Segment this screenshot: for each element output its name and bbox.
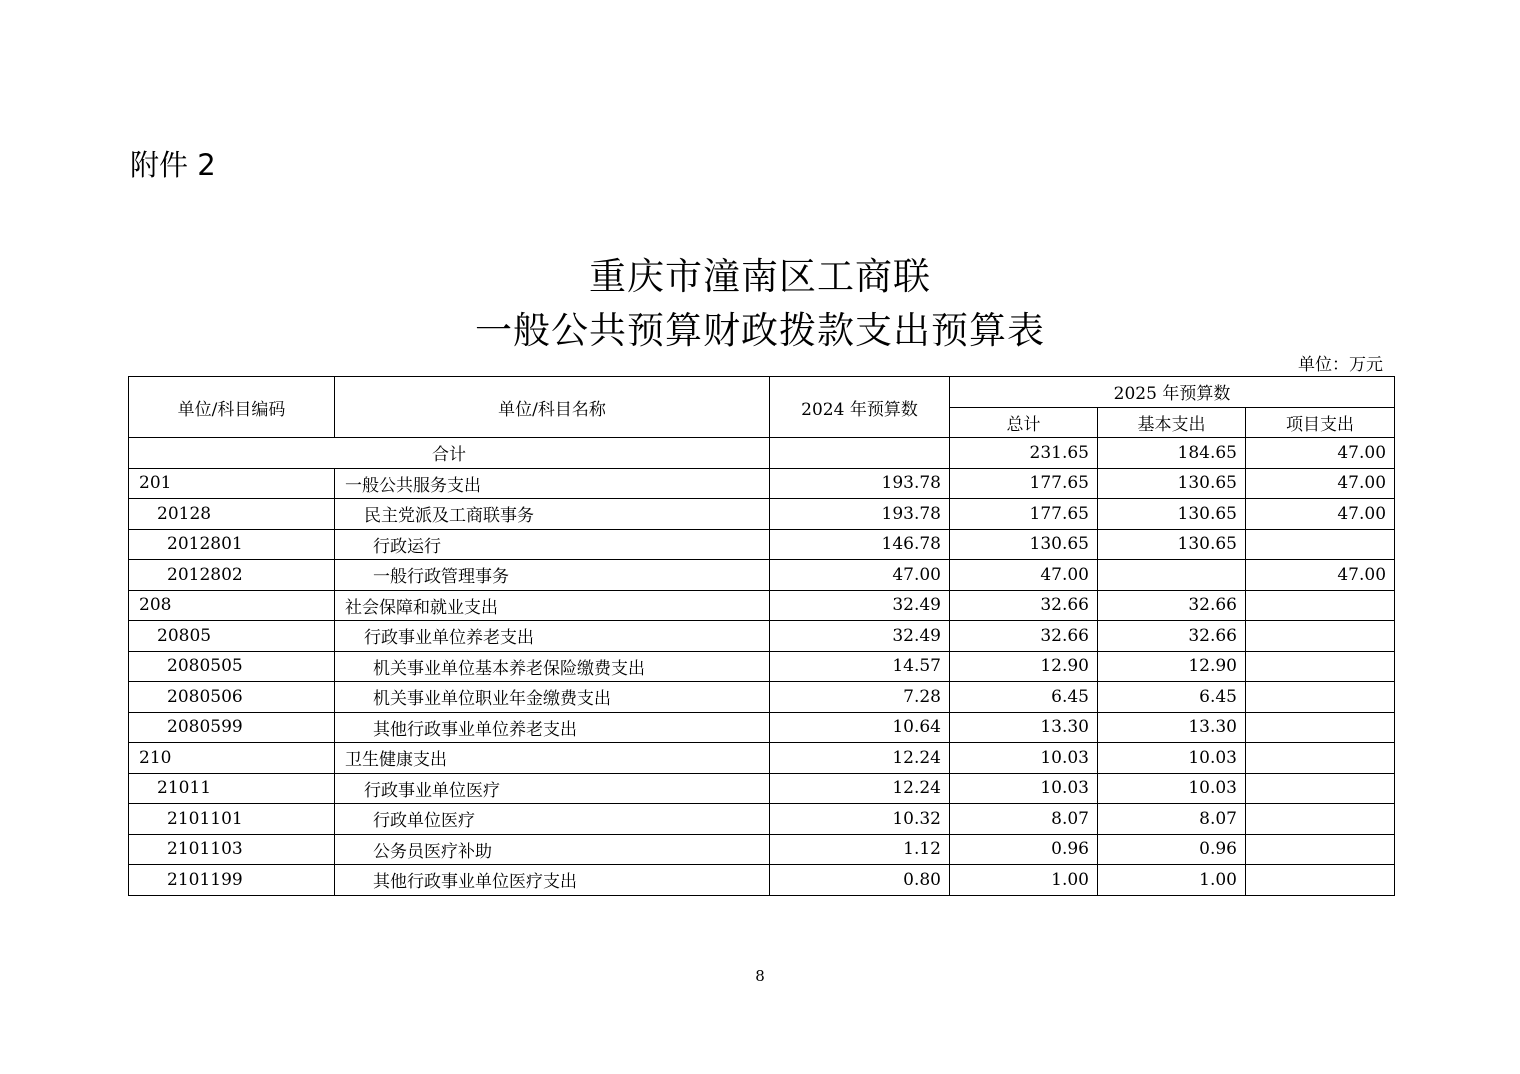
row-basic: 13.30 xyxy=(1098,712,1246,743)
row-project xyxy=(1246,712,1395,743)
row-name: 其他行政事业单位养老支出 xyxy=(335,712,770,743)
page-number: 8 xyxy=(755,967,765,985)
row-basic: 32.66 xyxy=(1098,621,1246,652)
table-row xyxy=(129,804,1395,835)
row-name: 其他行政事业单位医疗支出 xyxy=(335,865,770,896)
row-code: 2080506 xyxy=(129,682,335,713)
row-code: 210 xyxy=(129,743,335,774)
header-total: 总计 xyxy=(950,407,1098,438)
row-name: 行政运行 xyxy=(335,529,770,560)
row-project xyxy=(1246,590,1395,621)
row-project xyxy=(1246,865,1395,896)
table-row xyxy=(129,560,1395,591)
row-project xyxy=(1246,651,1395,682)
row-basic: 130.65 xyxy=(1098,468,1246,499)
row-basic: 12.90 xyxy=(1098,651,1246,682)
row-name: 行政单位医疗 xyxy=(335,804,770,835)
table-row xyxy=(129,834,1395,865)
row-total: 0.96 xyxy=(950,834,1098,865)
row-project xyxy=(1246,621,1395,652)
header-basic: 基本支出 xyxy=(1098,407,1246,438)
row-budget-2024: 14.57 xyxy=(770,651,950,682)
total-label: 合计 xyxy=(129,438,770,469)
table-row xyxy=(129,621,1395,652)
row-name: 行政事业单位医疗 xyxy=(335,773,770,804)
total-basic: 184.65 xyxy=(1098,438,1246,469)
header-budget-2024: 2024 年预算数 xyxy=(770,377,950,438)
row-budget-2024: 7.28 xyxy=(770,682,950,713)
row-total: 32.66 xyxy=(950,621,1098,652)
row-code: 2012801 xyxy=(129,529,335,560)
row-name: 社会保障和就业支出 xyxy=(335,590,770,621)
row-basic: 6.45 xyxy=(1098,682,1246,713)
unit-label: 单位：万元 xyxy=(1298,355,1383,375)
row-code: 2101199 xyxy=(129,865,335,896)
row-basic xyxy=(1098,560,1246,591)
header-name: 单位/科目名称 xyxy=(335,377,770,438)
attachment-label: 附件 2 xyxy=(130,148,216,182)
row-project xyxy=(1246,773,1395,804)
row-name: 行政事业单位养老支出 xyxy=(335,621,770,652)
total-total: 231.65 xyxy=(950,438,1098,469)
row-budget-2024: 12.24 xyxy=(770,743,950,774)
row-total: 177.65 xyxy=(950,468,1098,499)
row-project xyxy=(1246,804,1395,835)
row-name: 机关事业单位基本养老保险缴费支出 xyxy=(335,651,770,682)
row-total: 130.65 xyxy=(950,529,1098,560)
row-total: 177.65 xyxy=(950,499,1098,530)
table-row xyxy=(129,865,1395,896)
row-code: 208 xyxy=(129,590,335,621)
row-code: 21011 xyxy=(129,773,335,804)
row-total: 12.90 xyxy=(950,651,1098,682)
table-row xyxy=(129,651,1395,682)
document-title-line1: 重庆市潼南区工商联 xyxy=(589,255,931,298)
row-basic: 10.03 xyxy=(1098,743,1246,774)
row-code: 20128 xyxy=(129,499,335,530)
row-budget-2024: 32.49 xyxy=(770,621,950,652)
row-budget-2024: 193.78 xyxy=(770,468,950,499)
table-row xyxy=(129,529,1395,560)
row-budget-2024: 10.32 xyxy=(770,804,950,835)
row-project: 47.00 xyxy=(1246,468,1395,499)
row-project xyxy=(1246,743,1395,774)
row-total: 47.00 xyxy=(950,560,1098,591)
row-project xyxy=(1246,682,1395,713)
row-name: 公务员医疗补助 xyxy=(335,834,770,865)
row-total: 6.45 xyxy=(950,682,1098,713)
row-code: 2101103 xyxy=(129,834,335,865)
row-code: 201 xyxy=(129,468,335,499)
row-name: 机关事业单位职业年金缴费支出 xyxy=(335,682,770,713)
row-name: 民主党派及工商联事务 xyxy=(335,499,770,530)
row-total: 13.30 xyxy=(950,712,1098,743)
row-budget-2024: 10.64 xyxy=(770,712,950,743)
row-project xyxy=(1246,834,1395,865)
total-project: 47.00 xyxy=(1246,438,1395,469)
document-title-line2: 一般公共预算财政拨款支出预算表 xyxy=(475,309,1045,352)
row-basic: 1.00 xyxy=(1098,865,1246,896)
row-basic: 32.66 xyxy=(1098,590,1246,621)
header-code: 单位/科目编码 xyxy=(129,377,335,438)
row-code: 2101101 xyxy=(129,804,335,835)
table-row xyxy=(129,468,1395,499)
header-budget-2025: 2025 年预算数 xyxy=(950,377,1395,408)
total-budget-2024 xyxy=(770,438,950,469)
table-row xyxy=(129,590,1395,621)
row-budget-2024: 146.78 xyxy=(770,529,950,560)
row-budget-2024: 32.49 xyxy=(770,590,950,621)
row-budget-2024: 12.24 xyxy=(770,773,950,804)
row-basic: 130.65 xyxy=(1098,499,1246,530)
row-total: 32.66 xyxy=(950,590,1098,621)
row-budget-2024: 47.00 xyxy=(770,560,950,591)
table-row xyxy=(129,682,1395,713)
row-code: 2080505 xyxy=(129,651,335,682)
row-basic: 130.65 xyxy=(1098,529,1246,560)
row-basic: 0.96 xyxy=(1098,834,1246,865)
total-row xyxy=(129,438,1395,469)
table-row xyxy=(129,743,1395,774)
row-basic: 8.07 xyxy=(1098,804,1246,835)
row-total: 10.03 xyxy=(950,743,1098,774)
row-project: 47.00 xyxy=(1246,499,1395,530)
row-budget-2024: 1.12 xyxy=(770,834,950,865)
row-project: 47.00 xyxy=(1246,560,1395,591)
table-row xyxy=(129,499,1395,530)
row-budget-2024: 0.80 xyxy=(770,865,950,896)
row-total: 8.07 xyxy=(950,804,1098,835)
row-total: 10.03 xyxy=(950,773,1098,804)
header-project: 项目支出 xyxy=(1246,407,1395,438)
row-name: 卫生健康支出 xyxy=(335,743,770,774)
row-total: 1.00 xyxy=(950,865,1098,896)
row-project xyxy=(1246,529,1395,560)
row-code: 20805 xyxy=(129,621,335,652)
row-basic: 10.03 xyxy=(1098,773,1246,804)
row-name: 一般行政管理事务 xyxy=(335,560,770,591)
row-name: 一般公共服务支出 xyxy=(335,468,770,499)
budget-table xyxy=(128,376,1395,896)
row-code: 2080599 xyxy=(129,712,335,743)
table-row xyxy=(129,773,1395,804)
row-code: 2012802 xyxy=(129,560,335,591)
row-budget-2024: 193.78 xyxy=(770,499,950,530)
table-row xyxy=(129,712,1395,743)
